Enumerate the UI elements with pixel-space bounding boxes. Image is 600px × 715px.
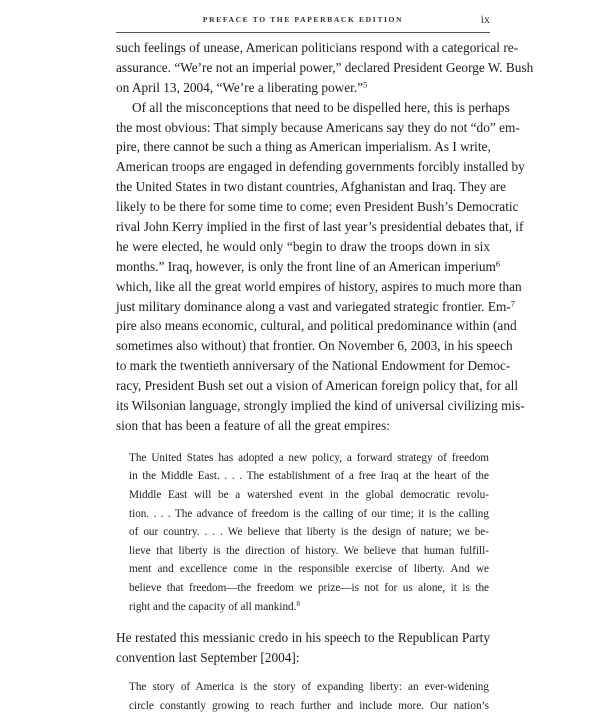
blockquote-2 [116,678,490,715]
text-line: He restated this messianic credo in his speech to the Republican Party [116,630,490,646]
text-line: likely to be there for some time to come; even President Bush’s Democratic [116,199,519,215]
quote-line [116,598,490,617]
text-line: pire, there cannot be such a thing as American imperialism. As I write, [116,139,491,155]
quote-line: in the Middle East. . . . The establishment of a free Iraq at the heart of the [129,470,489,483]
text-line: he were elected, he would only “begin to draw the troops down in six [116,238,490,254]
text-line: sion that has been a feature of all the great empires: [116,417,390,433]
text-segment: right and the capacity of all mankind. [129,600,297,613]
text-line: its Wilsonian language, strongly implied the kind of universal civilizing mis- [116,398,525,414]
quote-line: circle constantly growing to reach further and include more. Our nation’s [129,699,489,712]
text-line: American troops are engaged in defending governments forcibly installed by [116,159,525,175]
page-number: ix [480,12,490,26]
quote-line: of our country. . . . We believe that liberty is the design of nature; we be- [129,526,489,539]
paragraph-3 [116,628,490,668]
text-line: convention last September [2004]: [116,650,300,666]
quote-line: ment and excellence come in the responsible exercise of liberty. And we [129,563,489,576]
text-line: such feelings of unease, American politicians respond with a categorical re- [116,40,519,55]
blockquote-1 [116,449,490,616]
paragraph-2 [116,98,525,436]
text-line [116,78,490,98]
text-segment: months.” Iraq, however, is only the front line of an American imperium [116,258,496,274]
body-text [116,38,534,715]
text-segment: on April 13, 2004, “We’re a liberating power.” [116,79,364,95]
text-line: sometimes also without) that frontier. On November 6, 2003, in his speech [116,338,513,354]
paragraph-1 [116,38,534,98]
quote-line: The story of America is the story of expanding liberty: an ever-widening [129,680,489,693]
text-line [116,257,500,277]
quote-line: The United States has adopted a new policy, a forward strategy of freedom [129,451,489,464]
footnote-marker: 5 [363,80,368,90]
text-line [116,297,515,317]
text-line: Of all the misconceptions that need to be dispelled here, this is perhaps [132,99,510,115]
quote-line: lieve that liberty is the direction of history. We believe that human fulfill- [129,544,489,557]
text-line: the United States in two distant countries, Afghanistan and Iraq. They are [116,179,507,195]
text-line: the most obvious: That simply because Americans say they do not “do” em- [116,119,520,135]
quote-line: Middle East will be a watershed event in the global democratic revolu- [129,489,489,501]
text-line: rival John Kerry implied in the first of last year’s presidential debates that, if [116,219,524,235]
footnote-marker: 8 [296,599,300,608]
page-header [116,10,490,33]
text-line: which, like all the great world empires of history, aspires to much more than [116,278,522,294]
text-line: racy, President Bush set out a vision of American foreign policy that, for all [116,378,519,394]
running-head: PREFACE TO THE PAPERBACK EDITION [202,15,404,24]
text-line: assurance. “We’re not an imperial power,” declared President George W. Bush [116,59,534,75]
text-segment: just military dominance along a vast and variegated strategic frontier. Em- [116,298,511,314]
quote-line: believe that freedom—the freedom we prize—is not for us alone, it is the [129,581,489,594]
footnote-marker: 7 [510,299,515,309]
text-line: pire also means economic, cultural, and political predominance within (and [116,318,517,334]
text-line: to mark the twentieth anniversary of the National Endowment for Democ- [116,358,511,374]
quote-line: tion. . . . The advance of freedom is the calling of our time; it is the calling [129,507,489,520]
footnote-marker: 6 [495,259,500,269]
